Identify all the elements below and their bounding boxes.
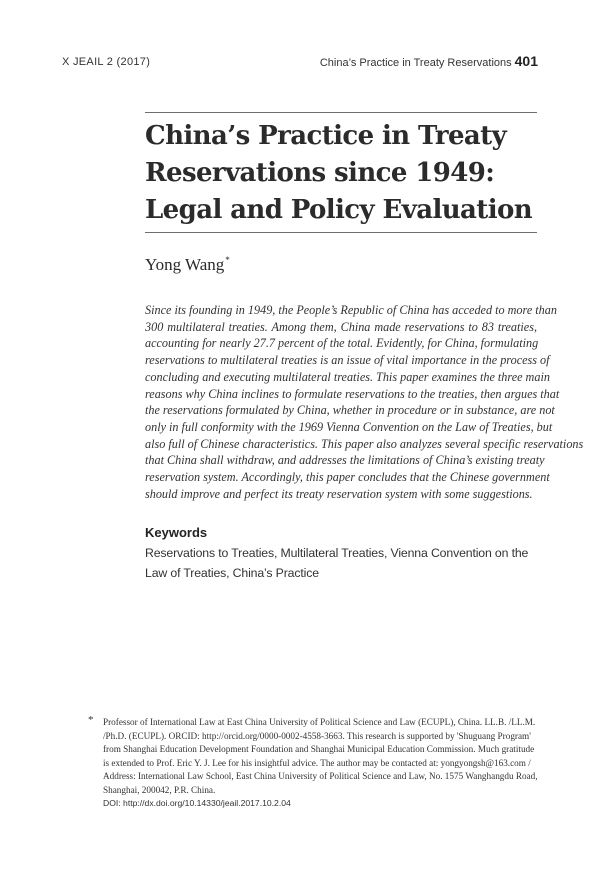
keywords-line: Law of Treaties, China’s Practice: [145, 566, 319, 580]
running-header: [320, 53, 538, 69]
footnote-line: from Shanghai Education Development Foundation and Shanghai Municipal Education Commission. Much gratitude: [103, 744, 535, 755]
footnote-line: is extended to Prof. Eric Y. J. Lee for his insightful advice. The author may be contacted at: yongyongsh@163.com /: [103, 757, 531, 768]
page-number: 401: [514, 53, 538, 69]
keywords-line: Reservations to Treaties, Multilateral Treaties, Vienna Convention on the: [145, 546, 529, 560]
footnote-line: Shanghai, 200042, P.R. China.: [103, 784, 216, 795]
title-line: Reservations since 1949:: [145, 158, 495, 188]
abstract-line: reservation system. Accordingly, this paper concludes that the Chinese government: [145, 470, 550, 485]
abstract-line: only in full conformity with the 1969 Vienna Convention on the Law of Treaties, but: [145, 419, 553, 434]
abstract: [145, 302, 584, 502]
footnote-marker: *: [88, 714, 94, 726]
author: [145, 255, 230, 275]
abstract-line: that China shall withdraw, and addresses the limitations of China’s existing treaty: [145, 453, 545, 468]
running-title: China’s Practice in Treaty Reservations: [319, 57, 512, 69]
abstract-line: concluding and executing multilateral treaties. This paper examines the three main: [145, 369, 550, 384]
abstract-line: the reservations formulated by China, whether in procedure or in substance, are not: [145, 403, 555, 418]
author-footnote-marker: *: [225, 255, 230, 265]
abstract-line: 300 multilateral treaties. Among them, China made reservations to 83 treaties,: [145, 319, 537, 334]
footnote-line: /Ph.D. (ECUPL). ORCID: http://orcid.org/0000-0002-4558-3663. This research is supported by 'Shuguang Program': [103, 730, 531, 741]
title-line: Legal and Policy Evaluation: [145, 195, 533, 225]
author-footnote: [103, 716, 543, 798]
abstract-line: reservations to multilateral treaties is an issue of vital importance in the process of: [145, 353, 550, 368]
title-line: China’s Practice in Treaty: [145, 121, 507, 151]
abstract-line: Since its founding in 1949, the People’s Republic of China has acceded to more than: [145, 303, 557, 317]
keywords-list: [145, 543, 545, 583]
journal-citation: X JEAIL 2 (2017): [62, 56, 151, 68]
abstract-line: accounting for nearly 27.7 percent of the total. Evidently, for China, formulating: [145, 336, 539, 351]
title-rule-top: [145, 112, 537, 113]
article-title: [145, 118, 545, 229]
footnote-line: Address: International Law School, East China University of Political Science and Law, No. 1575 Wanghangdu Road,: [103, 771, 538, 782]
abstract-line: also full of Chinese characteristics. This paper also analyzes several specific reservations: [145, 436, 584, 451]
abstract-line: should improve and perfect its treaty reservation system with some suggestions.: [145, 486, 533, 501]
footnote-line: Professor of International Law at East China University of Political Science and Law (ECUPL), China. LL.B. /LL.M.: [103, 717, 536, 727]
abstract-line: reasons why China inclines to formulate reservations to the treaties, then argues that: [145, 386, 560, 401]
author-name: Yong Wang: [145, 255, 225, 274]
title-rule-bottom: [145, 232, 537, 233]
keywords-heading: Keywords: [145, 525, 208, 540]
doi-link[interactable]: DOI: http://dx.doi.org/10.14330/jeail.2017.10.2.04: [103, 798, 291, 808]
